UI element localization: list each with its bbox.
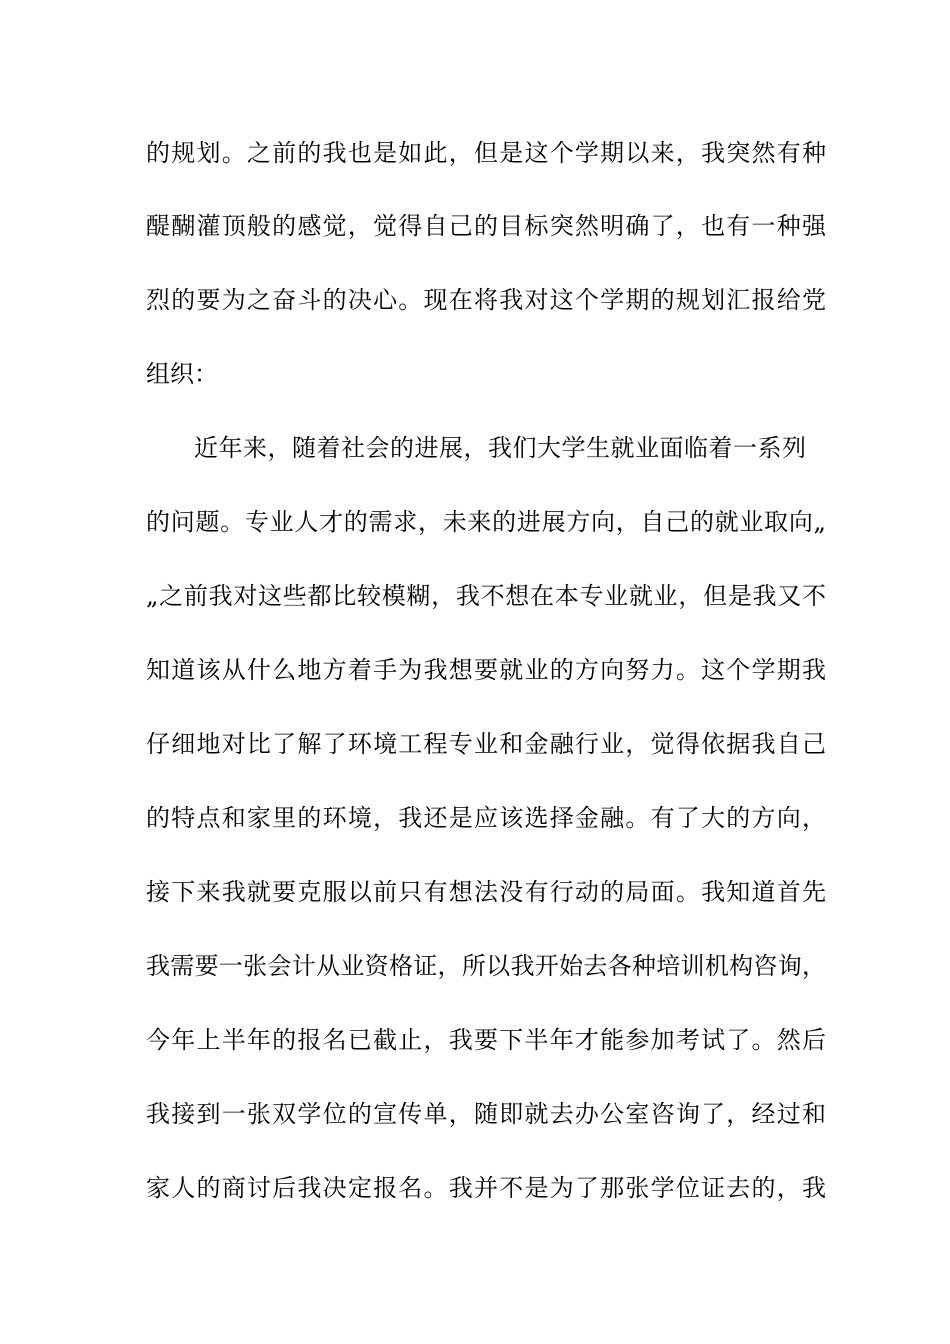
paragraph-line: 组织： (146, 360, 218, 388)
paragraph-line: 知道该从什么地方着手为我想要就业的方向努力。这个学期我 (146, 656, 826, 684)
paragraph-line: 的特点和家里的环境，我还是应该选择金融。有了大的方向， (146, 804, 826, 832)
paragraph-line: 我接到一张双学位的宣传单，随即就去办公室咨询了，经过和 (146, 1100, 826, 1128)
paragraph-line: 的规划。之前的我也是如此，但是这个学期以来，我突然有种 (146, 139, 826, 167)
paragraph-line: 仔细地对比了解了环境工程专业和金融行业，觉得依据我自己 (146, 730, 826, 758)
paragraph-line: 接下来我就要克服以前只有想法没有行动的局面。我知道首先 (146, 878, 826, 906)
paragraph-line: 的问题。专业人才的需求，未来的进展方向，自己的就业取向„ (146, 508, 826, 536)
paragraph-line: 今年上半年的报名已截止，我要下半年才能参加考试了。然后 (146, 1026, 826, 1054)
paragraph-line: 我需要一张会计从业资格证，所以我开始去各种培训机构咨询， (146, 952, 826, 980)
paragraph-line: 烈的要为之奋斗的决心。现在将我对这个学期的规划汇报给党 (146, 286, 826, 314)
paragraph-line: 家人的商讨后我决定报名。我并不是为了那张学位证去的，我 (146, 1174, 826, 1202)
paragraph-line: „之前我对这些都比较模糊，我不想在本专业就业，但是我又不 (146, 582, 826, 610)
paragraph-line-indented: 近年来，随着社会的进展，我们大学生就业面临着一系列 (194, 434, 806, 462)
paragraph-line: 醍醐灌顶般的感觉，觉得自己的目标突然明确了，也有一种强 (146, 212, 826, 240)
